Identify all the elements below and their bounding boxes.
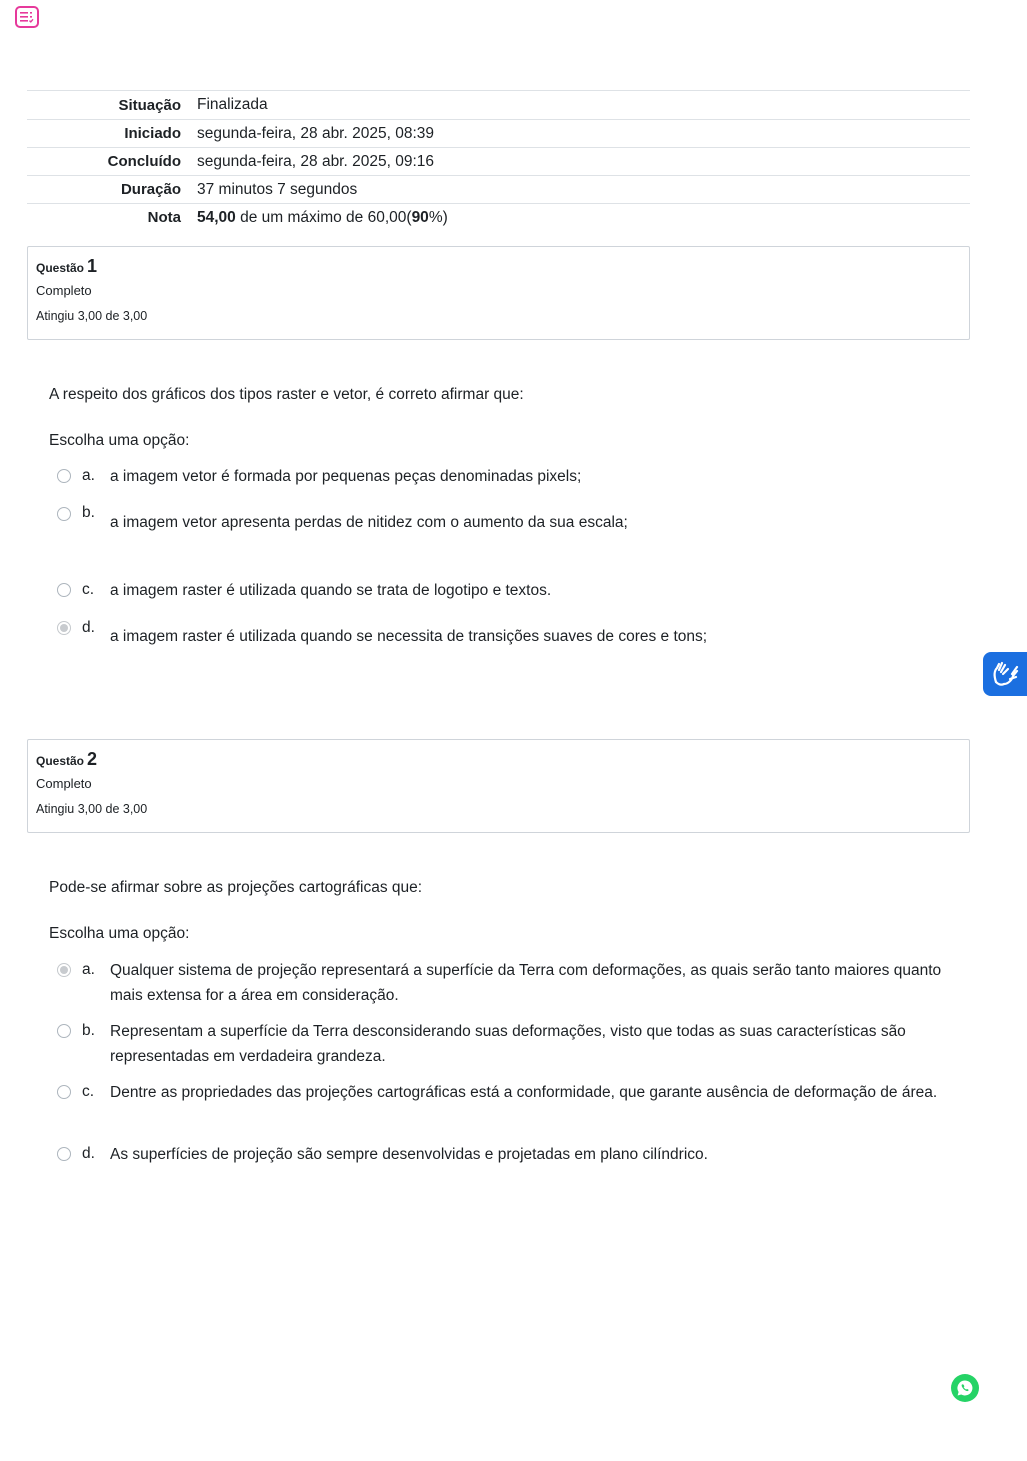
question-grade: Atingiu 3,00 de 3,00 <box>36 802 148 816</box>
option-text: a imagem raster é utilizada quando se trata de logotipo e textos. <box>110 582 552 599</box>
option-letter: b. <box>82 1022 95 1039</box>
quiz-navigation-button[interactable] <box>15 6 39 28</box>
summary-label: Concluído <box>107 153 181 170</box>
summary-label: Duração <box>120 181 181 198</box>
whatsapp-icon <box>956 1379 974 1397</box>
summary-row-status <box>27 91 970 120</box>
radio-button[interactable] <box>57 507 71 521</box>
option-letter: c. <box>82 581 95 598</box>
question-1-text: A respeito dos gráficos dos tipos raster e vetor, é correto afirmar que: <box>49 386 524 403</box>
summary-row-duration <box>27 176 970 204</box>
option-letter: a. <box>82 961 95 978</box>
question-1-info <box>27 246 970 340</box>
option-letter: c. <box>82 1083 95 1100</box>
summary-label: Situação <box>118 96 181 114</box>
grade-end: %) <box>428 208 448 226</box>
summary-value: 37 minutos 7 segundos <box>197 180 358 198</box>
summary-label: Iniciado <box>124 125 181 142</box>
question-grade: Atingiu 3,00 de 3,00 <box>36 309 148 323</box>
option-text: Qualquer sistema de projeção representará a superfície da Terra com deformações, as quais serão tanto maiores quanto mais extensa for a área em consideração. <box>110 962 942 1004</box>
option-text: Dentre as propriedades das projeções cartográficas está a conformidade, que garante ausência de deformação de área. <box>110 1084 938 1101</box>
grade-percent: 90 <box>411 208 429 226</box>
radio-button-selected[interactable] <box>57 963 71 977</box>
radio-button[interactable] <box>57 469 71 483</box>
option-text: As superfícies de projeção são sempre desenvolvidas e projetadas em plano cilíndrico. <box>110 1146 708 1163</box>
option-text: a imagem vetor é formada por pequenas peças denominadas pixels; <box>110 468 582 485</box>
grade-score: 54,00 <box>197 208 236 226</box>
summary-row-completed <box>27 148 970 176</box>
summary-row-started <box>27 120 970 148</box>
vlibras-accessibility-button[interactable] <box>983 652 1027 696</box>
radio-button[interactable] <box>57 583 71 597</box>
option-letter: a. <box>82 467 95 484</box>
summary-label: Nota <box>147 209 181 226</box>
grade-middle: de um máximo de 60,00( <box>235 208 412 226</box>
quiz-navigation-icon <box>19 10 35 24</box>
question-2-info <box>27 739 970 833</box>
question-state: Completo <box>36 776 92 791</box>
question-2-text: Pode-se afirmar sobre as projeções cartográficas que: <box>49 879 423 896</box>
question-number: Questão 2 <box>36 749 98 769</box>
question-2-prompt: Escolha uma opção: <box>49 925 190 942</box>
option-letter: d. <box>82 1145 95 1162</box>
sign-language-hands-icon <box>990 660 1020 688</box>
option-text: a imagem vetor apresenta perdas de nitidez com o aumento da sua escala; <box>110 514 628 531</box>
summary-value: segunda-feira, 28 abr. 2025, 09:16 <box>197 152 434 170</box>
option-text: Representam a superfície da Terra desconsiderando suas deformações, visto que todas as suas características são representadas em verdadeira grandeza. <box>110 1023 906 1065</box>
question-number: Questão 1 <box>36 256 98 276</box>
whatsapp-button[interactable] <box>951 1374 979 1402</box>
attempt-summary-table <box>27 90 970 231</box>
summary-value: segunda-feira, 28 abr. 2025, 08:39 <box>197 124 434 142</box>
radio-button[interactable] <box>57 1085 71 1099</box>
question-state: Completo <box>36 283 92 298</box>
summary-row-grade <box>27 204 970 232</box>
summary-value: Finalizada <box>197 96 268 113</box>
radio-button-selected[interactable] <box>57 621 71 635</box>
radio-button[interactable] <box>57 1147 71 1161</box>
option-letter: d. <box>82 619 95 636</box>
option-text: a imagem raster é utilizada quando se necessita de transições suaves de cores e tons; <box>110 628 708 645</box>
summary-grade-value <box>197 204 970 232</box>
radio-button[interactable] <box>57 1024 71 1038</box>
option-letter: b. <box>82 504 95 521</box>
question-1-prompt: Escolha uma opção: <box>49 432 190 449</box>
